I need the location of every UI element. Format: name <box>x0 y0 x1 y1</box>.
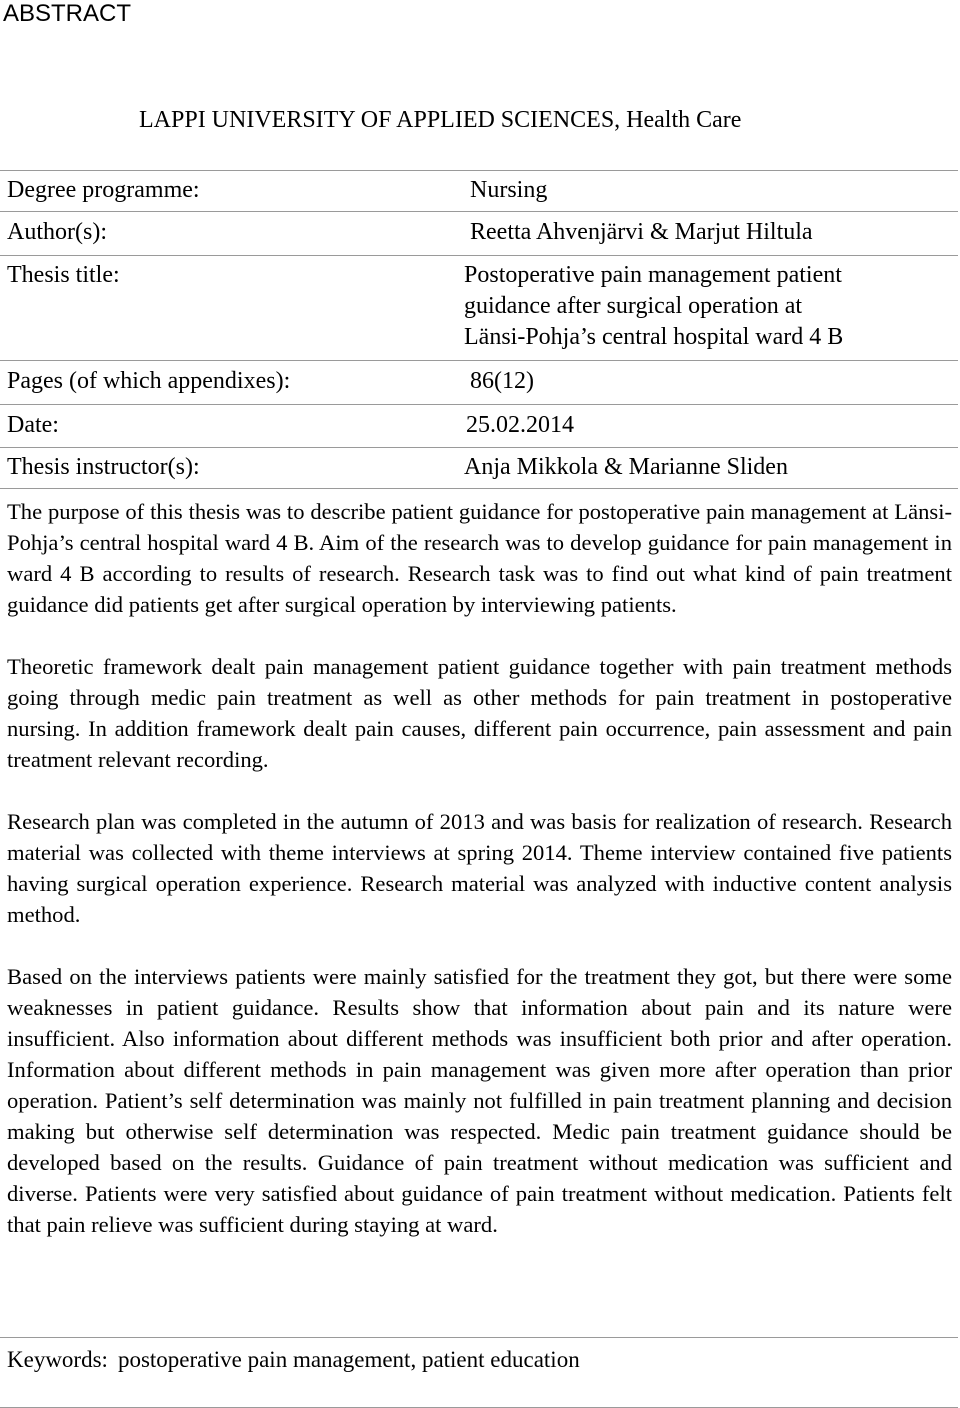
pages-value: 86(12) <box>470 368 534 394</box>
abstract-body <box>7 496 952 1271</box>
keywords-label: Keywords: <box>7 1347 108 1372</box>
author-row <box>0 211 958 255</box>
institution-name: LAPPI UNIVERSITY OF APPLIED SCIENCES, Health Care <box>139 107 742 133</box>
keywords-row <box>0 1337 958 1408</box>
instructor-label: Thesis instructor(s): <box>7 454 200 480</box>
title-row <box>0 255 958 360</box>
date-row <box>0 404 958 447</box>
abstract-paragraph: Based on the interviews patients were mainly satisfied for the treatment they got, but there were some weaknesses in patient guidance. Results show that information about pain and its nature were insufficient. Also information about different methods was insufficient both prior and after operation. Information about different methods in pain management was given more after operation than prior operation. Patient’s self determination was mainly not fulfilled in pain treatment planning and decision making but otherwise self determination was respected. Medic pain treatment guidance should be developed based on the results. Guidance of pain treatment without medication was sufficient and diverse. Patients were very satisfied about guidance of pain treatment without medication. Patients felt that pain relieve was sufficient during staying at ward. <box>7 964 952 1237</box>
title-label: Thesis title: <box>7 262 120 288</box>
title-line: guidance after surgical operation at <box>464 293 803 319</box>
title-line: Länsi-Pohja’s central hospital ward 4 B <box>464 324 844 350</box>
degree-label: Degree programme: <box>7 177 200 203</box>
pages-label: Pages (of which appendixes): <box>7 368 291 394</box>
degree-row <box>0 170 958 211</box>
title-value <box>464 260 843 353</box>
degree-value: Nursing <box>470 177 548 203</box>
page-heading: ABSTRACT <box>3 0 132 27</box>
author-value: Reetta Ahvenjärvi & Marjut Hiltula <box>470 219 813 245</box>
instructor-value: Anja Mikkola & Marianne Sliden <box>464 454 788 480</box>
keywords-value: postoperative pain management, patient education <box>117 1347 580 1372</box>
date-label: Date: <box>7 412 59 438</box>
abstract-paragraph: Research plan was completed in the autumn of 2013 and was basis for realization of research. Research material was collected with theme interviews at spring 2014. Theme interview contained five patients having surgical operation experience. Research material was analyzed with inductive content analysis method. <box>7 809 952 927</box>
pages-row <box>0 360 958 404</box>
abstract-paragraph: Theoretic framework dealt pain management patient guidance together with pain treatment methods going through medic pain treatment as well as other methods for pain treatment in postoperative nursing. In addition framework dealt pain causes, different pain occurrence, pain assessment and pain treatment relevant recording. <box>7 654 952 772</box>
title-line: Postoperative pain management patient <box>464 262 842 288</box>
author-label: Author(s): <box>7 219 107 245</box>
abstract-paragraph: The purpose of this thesis was to describe patient guidance for postoperative pain management at Länsi-Pohja’s central hospital ward 4 B. Aim of the research was to develop guidance for pain management in ward 4 B according to results of research. Research task was to find out what kind of pain treatment guidance did patients get after surgical operation by interviewing patients. <box>7 499 952 617</box>
instructor-row <box>0 447 958 489</box>
keywords <box>7 1344 580 1375</box>
date-value: 25.02.2014 <box>466 412 574 438</box>
